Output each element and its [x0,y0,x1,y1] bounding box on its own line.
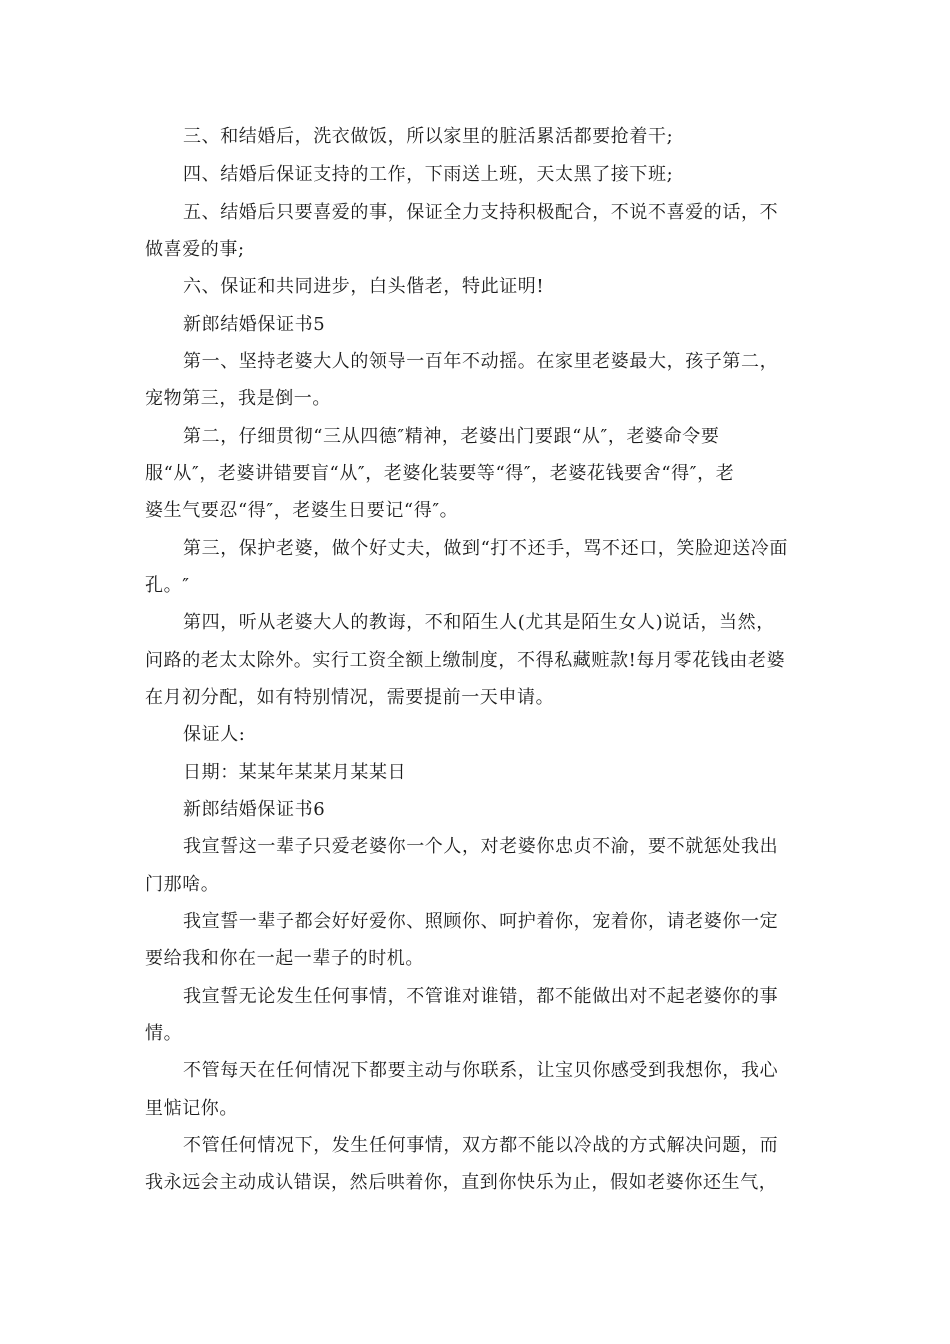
paragraph-line: 宠物第三，我是倒一。 [145,388,331,409]
paragraph-line: 五、结婚后只要喜爱的事，保证全力支持积极配合，不说不喜爱的话，不 [183,202,779,223]
paragraph-line: 婆生气要忍“得″，老婆生日要记“得″。 [145,500,459,521]
paragraph-line: 我永远会主动成认错误，然后哄着你，直到你快乐为止，假如老婆你还生气， [145,1172,778,1193]
paragraph-line: 六、保证和共同进步，白头偕老，特此证明! [183,276,545,297]
paragraph-line: 不管任何情况下，发生任何事情，双方都不能以冷战的方式解决问题，而 [183,1135,779,1156]
paragraph-line: 做喜爱的事; [145,239,245,260]
paragraph-line: 第一、坚持老婆大人的领导一百年不动摇。在家里老婆最大，孩子第二， [183,351,779,372]
paragraph-line: 问路的老太太除外。实行工资全额上缴制度，不得私藏赃款!每月零花钱由老婆 [145,650,786,671]
paragraph-line: 里惦记你。 [145,1098,238,1119]
paragraph-line: 门那啥。 [145,874,220,895]
paragraph-line: 我宣誓一辈子都会好好爱你、照顾你、呵护着你，宠着你，请老婆你一定 [183,911,779,932]
paragraph-line: 不管每天在任何情况下都要主动与你联系，让宝贝你感受到我想你，我心 [183,1060,779,1081]
paragraph-line: 四、结婚后保证支持的工作，下雨送上班，天太黑了接下班; [183,164,674,185]
paragraph-line: 孔。″ [145,575,190,596]
paragraph-line: 在月初分配，如有特别情况，需要提前一天申请。 [145,687,555,708]
paragraph-line: 第三，保护老婆，做个好丈夫，做到“打不还手，骂不还口，笑脸迎送冷面 [183,538,788,559]
section-heading: 新郎结婚保证书6 [183,799,326,820]
section-heading: 新郎结婚保证书5 [183,314,326,335]
paragraph-line: 第二，仔细贯彻“三从四德″精神，老婆出门要跟“从″，老婆命令要 [183,426,720,447]
paragraph-line: 第四，听从老婆大人的教诲，不和陌生人(尤其是陌生女人)说话，当然， [183,612,775,633]
paragraph-line: 要给我和你在一起一辈子的时机。 [145,948,424,969]
paragraph-line: 服“从″，老婆讲错要盲“从″，老婆化装要等“得″，老婆花钱要舍“得″，老 [145,463,735,484]
signer-label: 保证人: [183,724,246,745]
paragraph-line: 我宣誓这一辈子只爱老婆你一个人，对老婆你忠贞不渝，要不就惩处我出 [183,836,779,857]
paragraph-line: 三、和结婚后，洗衣做饭，所以家里的脏活累活都要抢着干; [183,126,674,147]
paragraph-line: 我宣誓无论发生任何事情，不管谁对谁错，都不能做出对不起老婆你的事 [183,986,779,1007]
date-line: 日期：某某年某某月某某日 [183,762,407,783]
paragraph-line: 情。 [145,1023,183,1044]
